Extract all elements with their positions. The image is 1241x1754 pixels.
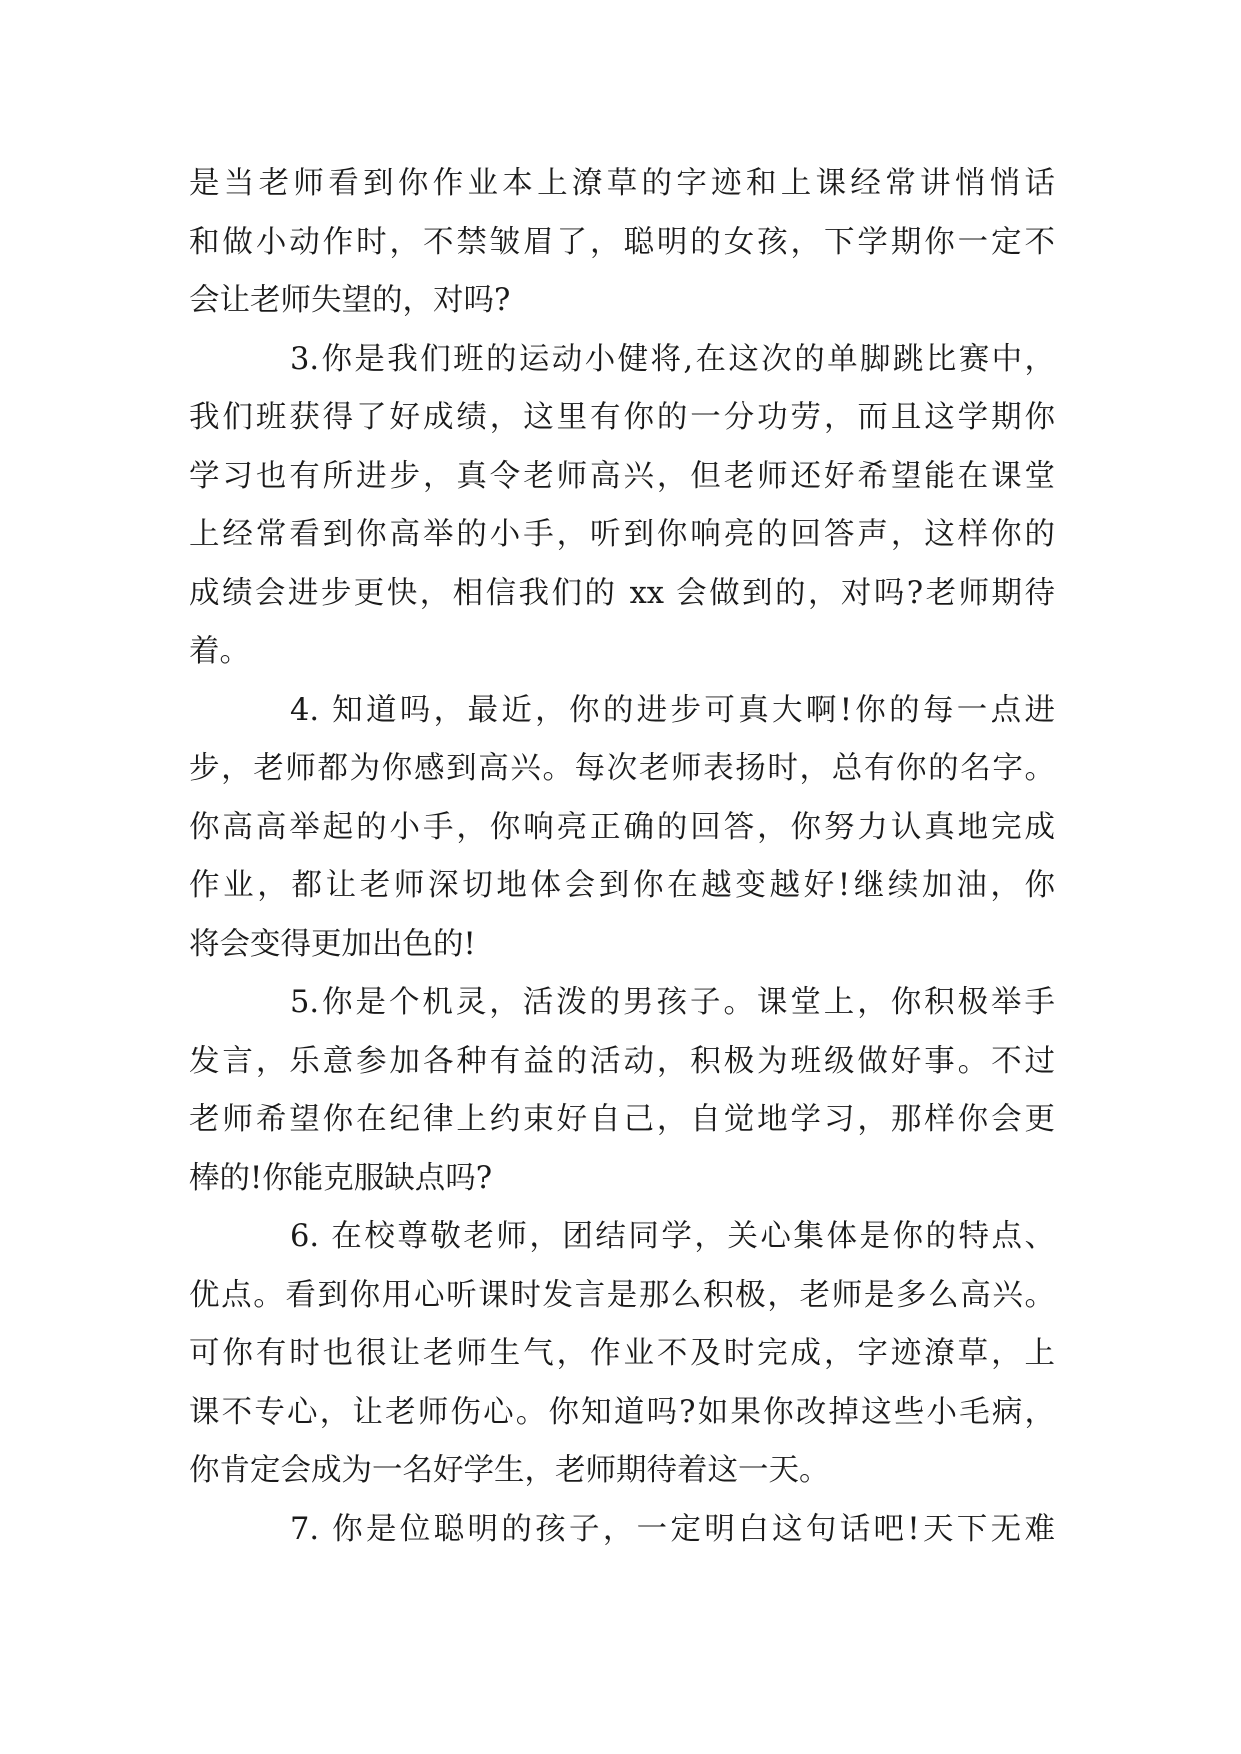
text-line: 3.你是我们班的运动小健将,在这次的单脚跳比赛中， <box>290 341 1055 377</box>
paragraph-3 <box>189 331 1055 682</box>
text-line: 棒的!你能克服缺点吗? <box>189 1160 493 1196</box>
text-line: 7. 你是位聪明的孩子，一定明白这句话吧!天下无难 <box>290 1511 1055 1547</box>
paragraph-1 <box>189 155 1055 331</box>
text-line: 和做小动作时，不禁皱眉了，聪明的女孩，下学期你一定不 <box>189 224 1055 260</box>
paragraph-6 <box>189 1208 1055 1501</box>
text-line: 着。 <box>189 634 250 669</box>
paragraph-5 <box>189 974 1055 1208</box>
text-line: 5.你是个机灵，活泼的男孩子。课堂上，你积极举手 <box>290 985 1055 1020</box>
text-line: 学习也有所进步，真令老师高兴，但老师还好希望能在课堂 <box>189 458 1055 494</box>
text-line: 成绩会进步更快，相信我们的 xx 会做到的，对吗?老师期待 <box>189 575 1055 611</box>
text-line: 是当老师看到你作业本上潦草的字迹和上课经常讲悄悄话 <box>189 166 1055 201</box>
text-line: 会让老师失望的，对吗? <box>189 283 511 318</box>
text-line: 你肯定会成为一名好学生，老师期待着这一天。 <box>189 1453 830 1488</box>
text-line: 可你有时也很让老师生气，作业不及时完成，字迹潦草，上 <box>189 1336 1055 1371</box>
text-line: 老师希望你在纪律上约束好自己，自觉地学习，那样你会更 <box>189 1102 1055 1137</box>
text-line: 6. 在校尊敬老师，团结同学，关心集体是你的特点、 <box>290 1219 1055 1254</box>
text-line: 课不专心，让老师伤心。你知道吗?如果你改掉这些小毛病， <box>189 1394 1055 1430</box>
document-body <box>189 155 1055 1559</box>
text-line: 发言，乐意参加各种有益的活动，积极为班级做好事。不过 <box>189 1043 1055 1079</box>
text-line: 步，老师都为你感到高兴。每次老师表扬时，总有你的名字。 <box>189 751 1055 786</box>
paragraph-7 <box>189 1501 1055 1560</box>
text-line: 你高高举起的小手，你响亮正确的回答，你努力认真地完成 <box>189 809 1055 845</box>
text-line: 优点。看到你用心听课时发言是那么积极，老师是多么高兴。 <box>189 1277 1055 1313</box>
text-line: 作业，都让老师深切地体会到你在越变越好!继续加油，你 <box>189 868 1055 903</box>
text-line: 4. 知道吗，最近，你的进步可真大啊!你的每一点进 <box>290 692 1055 728</box>
paragraph-4 <box>189 682 1055 975</box>
text-line: 将会变得更加出色的! <box>189 926 476 962</box>
text-line: 我们班获得了好成绩，这里有你的一分功劳，而且这学期你 <box>189 400 1055 435</box>
text-line: 上经常看到你高举的小手，听到你响亮的回答声，这样你的 <box>189 517 1055 552</box>
